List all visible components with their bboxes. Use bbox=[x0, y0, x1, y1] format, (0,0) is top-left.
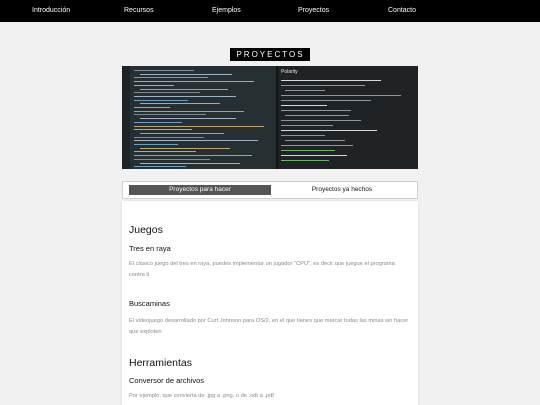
preview-line bbox=[285, 90, 325, 91]
code-line bbox=[140, 148, 230, 149]
code-line bbox=[134, 96, 236, 97]
section-heading-herramientas: Herramientas bbox=[129, 357, 193, 369]
preview-line bbox=[281, 110, 351, 111]
code-line bbox=[134, 129, 192, 130]
code-line bbox=[134, 166, 186, 167]
line-number-gutter bbox=[122, 66, 130, 169]
top-navigation bbox=[0, 0, 540, 22]
preview-line bbox=[285, 115, 349, 116]
code-line bbox=[134, 126, 264, 127]
tab-proyectos-para-hacer[interactable]: Proyectos para hacer bbox=[129, 185, 271, 195]
preview-line bbox=[281, 95, 401, 96]
code-line bbox=[140, 133, 224, 134]
section-heading-juegos: Juegos bbox=[129, 224, 163, 236]
projects-panel bbox=[122, 201, 418, 405]
code-line bbox=[134, 85, 174, 86]
code-line bbox=[134, 144, 178, 145]
code-line bbox=[134, 155, 252, 156]
project-description-conversor: Por ejemplo, que convierta de .jpg a .png, o de .odt a .pdf bbox=[129, 393, 274, 399]
preview-line bbox=[281, 85, 365, 86]
code-line bbox=[140, 118, 236, 119]
code-line bbox=[134, 159, 210, 160]
code-line bbox=[140, 103, 220, 104]
nav-link-recursos[interactable]: Recursos bbox=[124, 7, 154, 14]
preview-line bbox=[281, 105, 327, 106]
code-line bbox=[134, 114, 206, 115]
code-line bbox=[134, 122, 182, 123]
preview-line bbox=[281, 135, 325, 136]
nav-link-proyectos[interactable]: Proyectos bbox=[298, 7, 330, 14]
preview-line bbox=[281, 120, 361, 121]
preview-line bbox=[281, 125, 333, 126]
project-title-tres-en-raya: Tres en raya bbox=[129, 244, 171, 253]
code-editor-pane bbox=[122, 66, 276, 169]
code-line bbox=[134, 77, 208, 78]
preview-line bbox=[285, 140, 345, 141]
projects-tabs bbox=[122, 181, 418, 199]
code-line bbox=[140, 74, 232, 75]
nav-link-ejemplos[interactable]: Ejemplos bbox=[212, 7, 241, 14]
preview-line bbox=[281, 150, 335, 151]
code-line bbox=[140, 163, 240, 164]
page-title: PROYECTOS bbox=[230, 48, 309, 61]
nav-link-introduccion[interactable]: Introducción bbox=[32, 7, 71, 14]
preview-line bbox=[281, 160, 329, 161]
code-line bbox=[134, 151, 196, 152]
preview-line bbox=[281, 80, 381, 81]
code-line bbox=[134, 81, 254, 82]
project-title-buscaminas: Buscaminas bbox=[129, 299, 170, 308]
preview-line bbox=[281, 155, 347, 156]
code-line bbox=[134, 107, 170, 108]
code-line bbox=[134, 140, 258, 141]
project-screenshot bbox=[122, 66, 418, 169]
pane-divider bbox=[276, 66, 278, 169]
code-line bbox=[134, 70, 194, 71]
page-title-wrapper bbox=[0, 44, 540, 62]
code-line bbox=[134, 111, 244, 112]
project-description-buscaminas: El videojuego desarrollado por Curt Johnson para OS/2, en el que tienes que marcar todas las minas sin hacer que exploten bbox=[129, 318, 409, 335]
code-line bbox=[140, 89, 228, 90]
nav-link-contacto[interactable]: Contacto bbox=[388, 7, 417, 14]
project-title-conversor: Conversor de archivos bbox=[129, 376, 205, 385]
preview-pane-title: Polarity bbox=[281, 69, 298, 75]
preview-line bbox=[281, 130, 377, 131]
project-description-tres-en-raya: El clásico juego del tres en raya, puedes implementar un jugador "CPU", es decir que juegue el programa contra ti bbox=[129, 261, 395, 278]
tab-proyectos-ya-hechos[interactable]: Proyectos ya hechos bbox=[311, 186, 373, 193]
code-line bbox=[134, 100, 188, 101]
preview-line bbox=[281, 145, 353, 146]
code-line bbox=[134, 137, 204, 138]
preview-line bbox=[281, 100, 371, 101]
code-line bbox=[134, 92, 200, 93]
